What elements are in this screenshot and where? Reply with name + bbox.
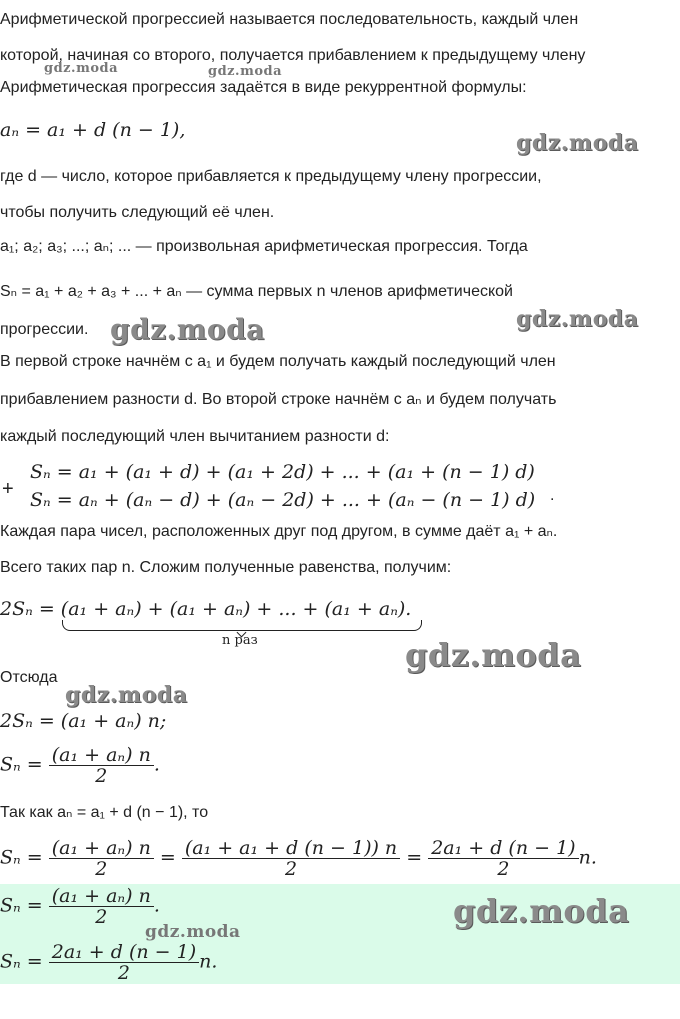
method-line-2: прибавлением разности d. Во второй строке начнём с aₙ и будем получать (0, 391, 557, 408)
derivation-fraction-1 (49, 838, 154, 879)
watermark: gdz.moda (110, 313, 265, 346)
answer-formula-2 (0, 942, 217, 983)
d-explanation-2: чтобы получить следующий её член. (0, 204, 275, 221)
formula-nth-term: aₙ = a₁ + d (n − 1), (0, 119, 186, 141)
underbrace-label: n раз (222, 633, 258, 648)
answer-formula-1 (0, 886, 160, 927)
answer-numerator-1: (a₁ + aₙ) n (49, 886, 154, 907)
hence-text: Отсюда (0, 669, 58, 686)
sum-definition-end: прогрессии. (0, 321, 89, 338)
equals-sign: = (159, 846, 176, 869)
equals-sign: = (406, 846, 423, 869)
sum-derivation-formula (0, 838, 597, 879)
watermark: gdz.moda (44, 61, 119, 76)
sum-lhs: Sₙ = (0, 753, 43, 776)
derivation-numerator-3: 2a₁ + d (n − 1) (428, 838, 578, 859)
answer-end-2: n. (199, 950, 218, 973)
definition-line-1: Арифметической прогрессией называется последовательность, каждый член (0, 11, 579, 28)
fraction-denominator: 2 (95, 765, 108, 787)
derivation-numerator-1: (a₁ + aₙ) n (49, 838, 154, 859)
method-line-3: каждый последующий член вычитанием разности d: (0, 428, 390, 445)
fraction-numerator: (a₁ + aₙ) n (49, 745, 154, 766)
derivation-fraction-2 (182, 838, 400, 879)
formula-end: . (153, 753, 160, 776)
derivation-numerator-2: (a₁ + a₁ + d (n − 1)) n (182, 838, 400, 859)
progression-statement: a₁; a₂; a₃; ...; aₙ; ... — произвольная арифметическая прогрессия. Тогда (0, 238, 528, 255)
answer-denominator-1: 2 (95, 906, 108, 928)
method-line-1: В первой строке начнём с a₁ и будем получать каждый последующий член (0, 353, 556, 370)
sum-forward-formula: Sₙ = a₁ + (a₁ + d) + (a₁ + 2d) + ... + (a₁ + (n − 1) d) (30, 461, 535, 483)
formula-period: . (550, 487, 555, 504)
answer-denominator-2: 2 (117, 962, 130, 984)
sum-fraction (49, 745, 154, 786)
double-sum-formula: 2Sₙ = (a₁ + aₙ) + (a₁ + aₙ) + ... + (a₁ + aₙ). (0, 598, 412, 620)
answer-lhs-1: Sₙ = (0, 894, 43, 917)
answer-fraction-1 (49, 886, 154, 927)
definition-line-2: которой, начиная со второго, получается прибавлением к предыдущему члену (0, 47, 586, 64)
answer-numerator-2: 2a₁ + d (n − 1) (49, 942, 199, 963)
sum-definition: Sₙ = a₁ + a₂ + a₃ + ... + aₙ — сумма первых n членов арифметической (0, 283, 513, 300)
watermark: gdz.moda (208, 64, 283, 79)
d-explanation-1: где d — число, которое прибавляется к предыдущему члену прогрессии, (0, 168, 542, 185)
derivation-lhs: Sₙ = (0, 846, 43, 869)
watermark: gdz.moda (516, 130, 639, 156)
derivation-denominator-1: 2 (95, 858, 108, 880)
plus-sign: + (2, 478, 14, 500)
pairs-count-text: Всего таких пар n. Сложим полученные равенства, получим: (0, 559, 452, 576)
watermark: gdz.moda (65, 682, 188, 708)
answer-end-1: . (153, 894, 160, 917)
answer-fraction-2 (49, 942, 199, 983)
watermark: gdz.moda (145, 922, 241, 942)
double-sum-result: 2Sₙ = (a₁ + aₙ) n; (0, 710, 167, 732)
derivation-end: n. (578, 846, 597, 869)
watermark: gdz.moda (516, 306, 639, 332)
answer-lhs-2: Sₙ = (0, 950, 43, 973)
derivation-denominator-2: 2 (284, 858, 298, 880)
watermark: gdz.moda (405, 636, 582, 674)
pair-sum-text: Каждая пара чисел, расположенных друг под другом, в сумме даёт a₁ + aₙ. (0, 523, 558, 540)
sum-backward-formula: Sₙ = aₙ + (aₙ − d) + (aₙ − 2d) + ... + (aₙ − (n − 1) d) (30, 489, 536, 511)
sum-fraction-formula (0, 745, 160, 786)
recurrent-intro: Арифметическая прогрессия задаётся в виде рекуррентной формулы: (0, 79, 527, 96)
since-text: Так как aₙ = a₁ + d (n − 1), то (0, 804, 209, 821)
derivation-denominator-3: 2 (497, 858, 510, 880)
watermark: gdz.moda (453, 892, 630, 930)
derivation-fraction-3 (428, 838, 578, 879)
